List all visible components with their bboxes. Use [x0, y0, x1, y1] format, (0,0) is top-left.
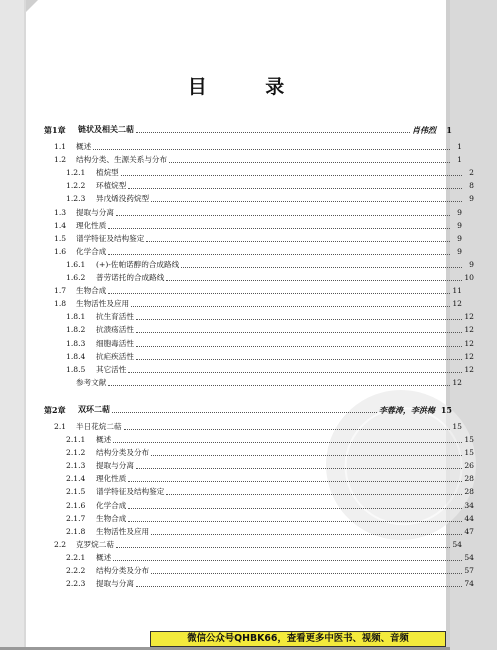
- toc-number: 2.1: [54, 421, 67, 431]
- toc-label: 理化性质: [76, 220, 107, 230]
- toc-leader-dots: [108, 253, 450, 255]
- toc-entry-row: [26, 246, 462, 258]
- toc-number: 第2章: [44, 404, 66, 415]
- toc-leader-dots: [128, 520, 462, 522]
- toc-label: 双环二萜: [78, 404, 110, 414]
- toc-label: 链状及相关二萜: [78, 125, 134, 134]
- toc-number: 1.6: [54, 246, 67, 256]
- toc-page-number: 28: [464, 487, 474, 497]
- toc-leader-dots: [136, 331, 462, 333]
- toc-leader-dots: [93, 148, 450, 150]
- toc-number: 2.1.6: [66, 500, 86, 510]
- toc-page-number: 57: [464, 566, 474, 575]
- toc-page-number: 74: [464, 579, 474, 589]
- toc-chapter-row: [26, 124, 452, 136]
- toc-number: 1.7: [54, 286, 67, 296]
- toc-number: 2.2.2: [66, 566, 86, 575]
- toc-leader-dots: [128, 371, 462, 373]
- toc-author: 肖伟烈: [412, 125, 436, 135]
- toc-page-number: 44: [464, 513, 474, 523]
- toc-label: 结构分类、生源关系与分布: [76, 155, 168, 165]
- toc-label: 植烷型: [96, 168, 119, 178]
- toc-label: 化学合成: [96, 500, 127, 510]
- toc-leader-dots: [166, 279, 462, 281]
- toc-leader-dots: [181, 266, 462, 268]
- toc-page-number: 12: [464, 312, 474, 322]
- toc-page-number: 1: [457, 142, 462, 151]
- toc-leader-dots: [116, 214, 450, 216]
- footer-banner: 微信公众号QHBK66，查看更多中医书、视频、音频: [150, 631, 446, 647]
- toc-leader-dots: [108, 384, 450, 386]
- toc-number: 1.2.2: [66, 181, 86, 191]
- toc-entry-row: [26, 259, 474, 271]
- toc-number: 2.2: [54, 539, 67, 549]
- toc-entry-row: [26, 285, 462, 297]
- toc-leader-dots: [128, 187, 462, 189]
- toc-label: 生物活性及应用: [96, 526, 150, 536]
- toc-page-number: 1: [457, 155, 462, 165]
- toc-entry-row: [26, 141, 462, 153]
- toc-chapter-row: [26, 404, 452, 416]
- toc-entry-row: [26, 539, 462, 551]
- toc-entry-row: [26, 421, 462, 433]
- toc-number: 1.8.5: [66, 364, 86, 374]
- toc-leader-dots: [112, 411, 377, 413]
- toc-label: 理化性质: [96, 474, 127, 484]
- toc-leader-dots: [124, 428, 450, 430]
- toc-number: 1.6.1: [66, 259, 86, 269]
- toc-label: (+)-佐帕诺醇的合成路线: [96, 259, 180, 269]
- toc-label: 生物合成: [96, 513, 127, 523]
- toc-label: 细胞毒活性: [96, 338, 134, 348]
- toc-label: 概述: [96, 435, 112, 444]
- toc-page-number: 2: [469, 168, 474, 178]
- toc-page-number: 10: [464, 273, 474, 282]
- toc-entry-row: [26, 565, 474, 577]
- toc-page-number: 9: [457, 207, 462, 217]
- toc-number: 2.1.2: [66, 448, 86, 458]
- left-gutter: [0, 0, 24, 650]
- toc-page-number: 15: [464, 435, 474, 444]
- toc-label: 提取与分离: [96, 461, 134, 471]
- toc-page-number: 34: [464, 500, 474, 510]
- toc-page-number: 12: [464, 364, 474, 374]
- toc-entry-row: [26, 351, 474, 363]
- toc-entry-row: [26, 578, 474, 590]
- toc-page-number: 8: [469, 181, 474, 191]
- toc-leader-dots: [128, 480, 462, 482]
- toc-page-number: 47: [464, 526, 474, 536]
- toc-label: 抗生育活性: [96, 312, 134, 322]
- toc-number: 2.1.5: [66, 487, 86, 497]
- toc-label: 克罗烷二萜: [76, 539, 114, 549]
- toc-number: 1.6.2: [66, 273, 86, 282]
- toc-entry-row: [26, 233, 462, 245]
- toc-entry-row: [26, 364, 474, 376]
- toc-entry-row: [26, 207, 462, 219]
- toc-page-number: 9: [457, 233, 462, 243]
- toc-page-number: 12: [464, 338, 474, 348]
- toc-entry-row: [26, 552, 474, 564]
- toc-number: 1.1: [54, 142, 67, 151]
- toc-entry-row: [26, 167, 474, 179]
- toc-page-number: 9: [469, 194, 474, 204]
- toc-leader-dots: [151, 572, 462, 574]
- toc-label: 抗疟疾活性: [96, 351, 134, 361]
- toc-number: 2.2.1: [66, 552, 86, 562]
- toc-author: 李蓉涛，李洪梅: [378, 404, 435, 415]
- toc-entry-row: [26, 298, 462, 310]
- toc-entry-row: [26, 220, 462, 232]
- toc-leader-dots: [113, 441, 462, 443]
- toc-label: 生物活性及应用: [76, 299, 130, 309]
- toc-leader-dots: [108, 227, 450, 229]
- toc-number: 1.8.4: [66, 351, 86, 361]
- toc-label: 其它活性: [96, 364, 127, 374]
- toc-label: 谱学特征及结构鉴定: [96, 487, 165, 497]
- toc-label: 结构分类及分布: [96, 566, 150, 575]
- page-fold-corner: [26, 0, 38, 12]
- toc-entry-row: [26, 377, 462, 389]
- toc-number: 2.1.4: [66, 474, 86, 484]
- toc-page-number: 9: [469, 259, 474, 269]
- toc-page-number: 9: [457, 220, 462, 230]
- toc-entry-row: [26, 338, 474, 350]
- toc-leader-dots: [136, 358, 462, 360]
- toc-page-number: 15: [440, 404, 452, 415]
- toc-page-number: 9: [457, 246, 462, 256]
- toc-entry-row: [26, 447, 474, 459]
- toc-entry-row: [26, 500, 474, 512]
- toc-entry-row: [26, 526, 474, 538]
- toc-entry-row: [26, 180, 474, 192]
- toc-entry-row: [26, 324, 474, 336]
- toc-number: 1.8.2: [66, 325, 86, 335]
- toc-number: 1.5: [54, 233, 67, 243]
- toc-leader-dots: [131, 305, 450, 307]
- toc-number: 1.2.3: [66, 194, 86, 204]
- toc-number: 1.2.1: [66, 168, 86, 178]
- toc-label: 化学合成: [76, 246, 107, 256]
- toc-leader-dots: [166, 493, 462, 495]
- toc-leader-dots: [108, 292, 450, 294]
- toc-number: 第1章: [44, 125, 66, 135]
- toc-number: 2.1.1: [66, 435, 86, 444]
- toc-number: 2.1.7: [66, 513, 86, 523]
- toc-leader-dots: [128, 507, 462, 509]
- toc-page-number: 12: [464, 325, 474, 335]
- toc-entry-row: [26, 513, 474, 525]
- toc-page-number: 12: [464, 351, 474, 361]
- toc-leader-dots: [116, 546, 450, 548]
- toc-leader-dots: [136, 318, 462, 320]
- toc-number: 1.8: [54, 299, 67, 309]
- toc-page-number: 26: [464, 461, 474, 471]
- toc-entry-row: [26, 434, 474, 446]
- page-title: 目 录: [187, 76, 311, 98]
- toc-label: 抗溃疡活性: [96, 325, 134, 335]
- toc-label: 提取与分离: [76, 207, 114, 217]
- toc-label: 结构分类及分布: [96, 448, 150, 458]
- toc-number: 2.1.8: [66, 526, 86, 536]
- toc-entry-row: [26, 272, 474, 284]
- toc-number: 1.4: [54, 220, 67, 230]
- toc-page-number: 11: [452, 286, 462, 296]
- toc-page-number: 15: [452, 421, 462, 431]
- toc-leader-dots: [136, 467, 462, 469]
- toc-leader-dots: [146, 240, 450, 242]
- toc-entry-row: [26, 193, 474, 205]
- toc-label: 参考文献: [76, 377, 107, 387]
- toc-label: 生物合成: [76, 286, 107, 296]
- toc-number: 1.8.1: [66, 312, 86, 322]
- toc-entry-row: [26, 154, 462, 166]
- toc-leader-dots: [151, 533, 462, 535]
- toc-number: 2.1.3: [66, 461, 86, 471]
- toc-label: 概述: [96, 552, 112, 562]
- toc-leader-dots: [151, 200, 462, 202]
- toc-label: 异戊烯没药烷型: [96, 194, 150, 204]
- toc-number: 1.3: [54, 207, 67, 217]
- toc-page-number: 15: [464, 448, 474, 458]
- toc-label: 谱学特征及结构鉴定: [76, 233, 145, 243]
- toc-leader-dots: [121, 174, 462, 176]
- toc-leader-dots: [169, 161, 450, 163]
- toc-number: 1.2: [54, 155, 67, 165]
- toc-page-number: 12: [452, 377, 462, 387]
- toc-label: 环植烷型: [96, 181, 127, 191]
- toc-number: 1.8.3: [66, 338, 86, 348]
- toc-number: 2.2.3: [66, 579, 86, 589]
- document-page: [26, 0, 474, 650]
- toc-entry-row: [26, 473, 474, 485]
- toc-label: 普劳诺托的合成路线: [96, 273, 165, 282]
- toc-page-number: 54: [464, 552, 474, 562]
- toc-leader-dots: [136, 345, 462, 347]
- toc-entry-row: [26, 460, 474, 472]
- toc-page-number: 54: [452, 539, 462, 549]
- toc-label: 半日花烷二萜: [76, 421, 122, 431]
- toc-label: 概述: [76, 142, 92, 151]
- toc-leader-dots: [151, 454, 462, 456]
- toc-leader-dots: [136, 131, 410, 133]
- toc-entry-row: [26, 486, 474, 498]
- toc-page-number: 12: [452, 299, 462, 309]
- toc-page-number: 1: [446, 125, 452, 135]
- toc-page-number: 28: [464, 474, 474, 484]
- toc-entry-row: [26, 311, 474, 323]
- toc-leader-dots: [136, 585, 462, 587]
- toc-leader-dots: [113, 559, 462, 561]
- toc-label: 提取与分离: [96, 579, 134, 589]
